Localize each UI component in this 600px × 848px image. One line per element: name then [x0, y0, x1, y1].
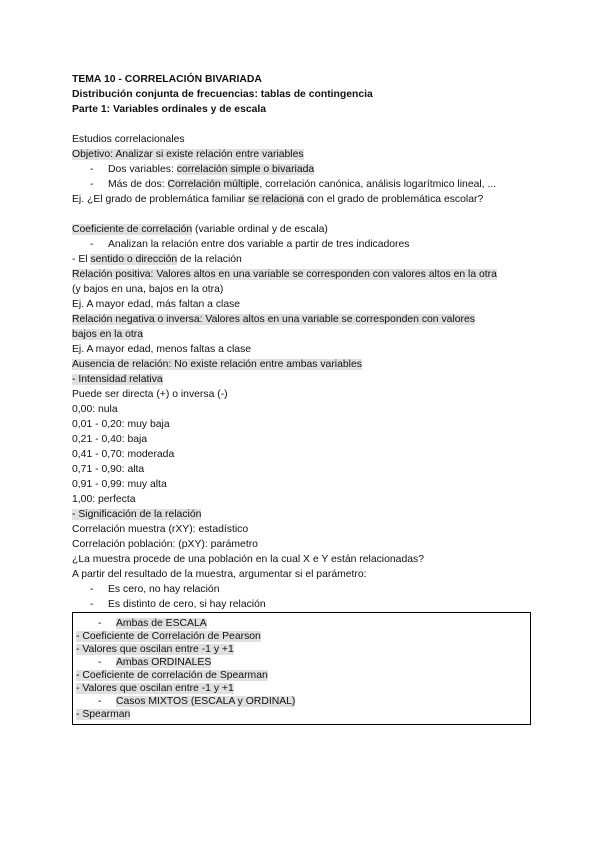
intensity-heading: - Intensidad relativa — [72, 374, 163, 385]
ordinal-heading: Ambas ORDINALES — [116, 657, 212, 668]
negative-relation: Relación negativa o inversa: Valores altos en una variable se corresponden con valores — [72, 314, 475, 325]
positive-relation-cont: (y bajos en una, bajos en la otra) — [72, 284, 224, 295]
direction-note: Puede ser directa (+) o inversa (-) — [72, 389, 228, 400]
coefficient-heading: Coeficiente de correlación (variable ordinal y de escala) — [72, 224, 328, 235]
scale-heading: Ambas de ESCALA — [116, 618, 207, 629]
question: ¿La muestra procede de una población en la cual X e Y están relacionadas? — [72, 554, 424, 565]
scale-item: 0,21 - 0,40: baja — [72, 434, 148, 445]
list-item: - Es distinto de cero, si hay relación — [72, 597, 532, 612]
objective: Objetivo: Analizar si existe relación entre variables — [72, 149, 304, 160]
doc-subtitle: Distribución conjunta de frecuencias: tablas de contingencia — [72, 89, 373, 100]
summary-box — [72, 612, 531, 725]
scale-item: 0,41 - 0,70: moderada — [72, 449, 175, 460]
document-page — [72, 72, 532, 612]
example: Ej. ¿El grado de problemática familiar se relaciona con el grado de problemática escolar? — [72, 194, 484, 205]
positive-example: Ej. A mayor edad, más faltan a clase — [72, 299, 241, 310]
scale-item: 0,71 - 0,90: alta — [72, 464, 145, 475]
mixed-answer: - Spearman — [76, 709, 131, 720]
sense-heading: - El sentido o dirección de la relación — [72, 254, 242, 265]
negative-relation-cont: bajos en la otra — [72, 329, 144, 340]
argue: A partir del resultado de la muestra, argumentar si el parámetro: — [72, 569, 367, 580]
population-correlation: Correlación población: (pXY): parámetro — [72, 539, 258, 550]
list-item: - Más de dos: Correlación múltiple, correlación canónica, análisis logarítmico lineal, ... — [72, 177, 532, 192]
spearman-line: - Coeficiente de correlación de Spearman — [76, 670, 268, 681]
list-item: - Es cero, no hay relación — [72, 582, 532, 597]
list-item: - Dos variables: correlación simple o bivariada — [72, 162, 532, 177]
scale-item: 1,00: perfecta — [72, 494, 136, 505]
doc-part: Parte 1: Variables ordinales y de escala — [72, 104, 267, 115]
significance-heading: - Significación de la relación — [72, 509, 202, 520]
absence-relation: Ausencia de relación: No existe relación entre ambas variables — [72, 359, 362, 370]
mixed-heading: Casos MIXTOS (ESCALA y ORDINAL) — [116, 696, 296, 707]
pearson-line: - Coeficiente de Correlación de Pearson — [76, 631, 261, 642]
pearson-range: - Valores que oscilan entre -1 y +1 — [76, 644, 234, 655]
positive-relation: Relación positiva: Valores altos en una variable se corresponden con valores altos en la otra — [72, 269, 497, 280]
doc-title: TEMA 10 - CORRELACIÓN BIVARIADA — [72, 74, 262, 85]
scale-item: 0,01 - 0,20: muy baja — [72, 419, 170, 430]
scale-item: 0,91 - 0,99: muy alta — [72, 479, 167, 490]
spearman-range: - Valores que oscilan entre -1 y +1 — [76, 683, 234, 694]
sample-correlation: Correlación muestra (rXY): estadístico — [72, 524, 249, 535]
section-heading: Estudios correlacionales — [72, 134, 185, 145]
list-item: - Analizan la relación entre dos variable a partir de tres indicadores — [72, 237, 532, 252]
scale-item: 0,00: nula — [72, 404, 118, 415]
negative-example: Ej. A mayor edad, menos faltas a clase — [72, 344, 252, 355]
